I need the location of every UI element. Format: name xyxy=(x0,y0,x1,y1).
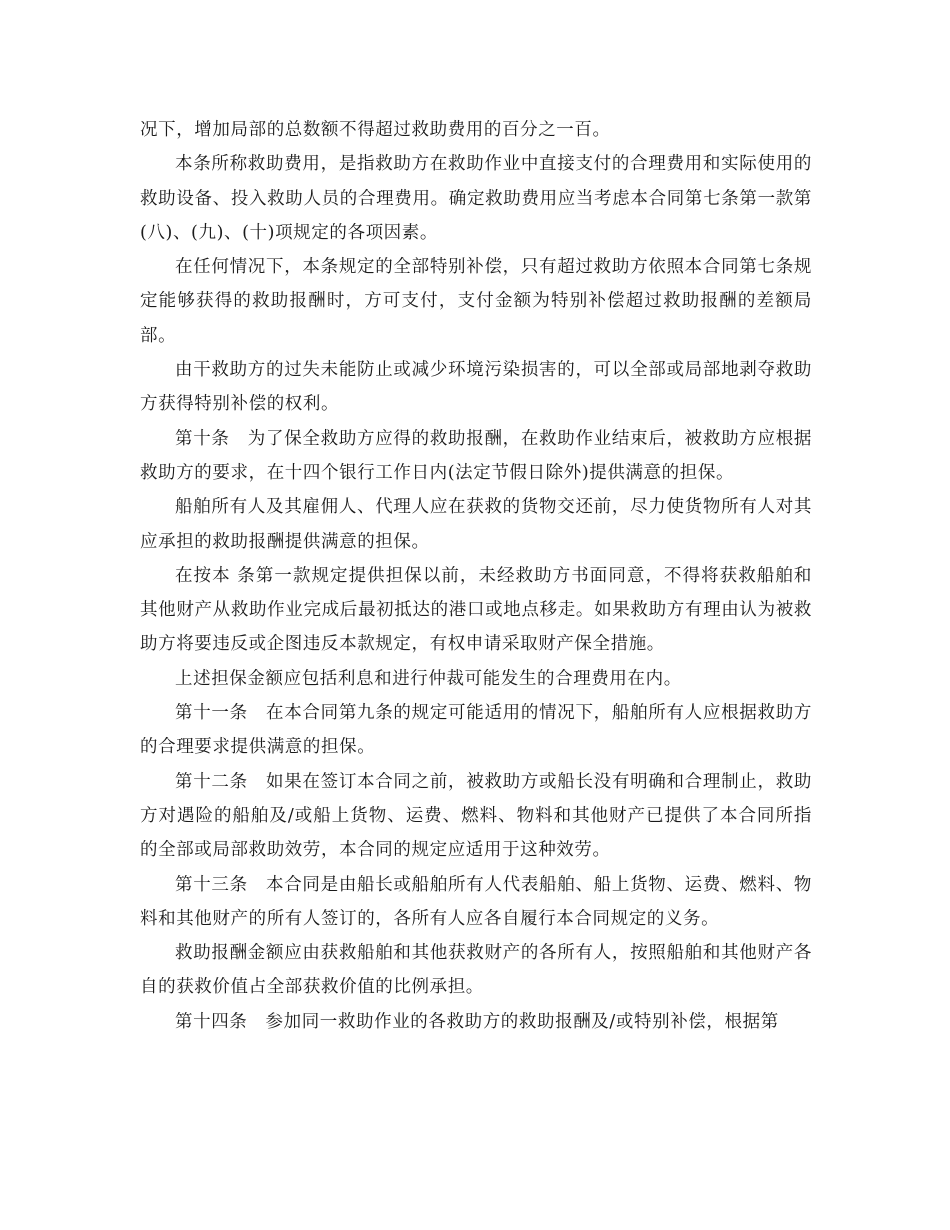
paragraph-7: 在按本 条第一款规定提供担保以前，未经救助方书面同意，不得将获救船舶和其他财产从救助作业完成后最初抵达的港口或地点移走。如果救助方有理由认为被救助方将要违反或企图违反本款规定，有权申请采取财产保全措施。 xyxy=(140,565,812,655)
paragraph-2: 本条所称救助费用，是指救助方在救助作业中直接支付的合理费用和实际使用的救助设备、投入救助人员的合理费用。确定救助费用应当考虑本合同第七条第一款第(八)、(九)、(十)项规定的各项因素。 xyxy=(140,154,812,243)
article-13-paragraph: 第十三条 本合同是由船长或船舶所有人代表船舶、船上货物、运费、燃料、物料和其他财产的所有人签订的，各所有人应各自履行本合同规定的义务。 xyxy=(140,874,812,929)
paragraph-1: 况下，增加局部的总数额不得超过救助费用的百分之一百。 xyxy=(140,120,611,140)
paragraph-12: 救助报酬金额应由获救船舶和其他获救财产的各所有人，按照船舶和其他财产各自的获救价值占全部获救价值的比例承担。 xyxy=(140,943,812,998)
paragraph-4: 由干救助方的过失未能防止或减少环境污染损害的，可以全部或局部地剥夺救助方获得特别补偿的权利。 xyxy=(140,360,812,415)
paragraph-8: 上述担保金额应包括利息和进行仲裁可能发生的合理费用在内。 xyxy=(175,668,682,689)
document-page xyxy=(140,113,812,1039)
article-12-paragraph: 第十二条 如果在签订本合同之前，被救助方或船长没有明确和合理制止，救助方对遇险的船舶及/或船上货物、运费、燃料、物料和其他财产已提供了本合同所指的全部或局部救助效劳，本合同的规定应适用于这种效劳。 xyxy=(140,771,812,861)
paragraph-6: 船舶所有人及其雇佣人、代理人应在获救的货物交还前，尽力使货物所有人对其应承担的救助报酬提供满意的担保。 xyxy=(140,497,812,552)
article-11-paragraph: 第十一条 在本合同第九条的规定可能适用的情况下，船舶所有人应根据救助方的合理要求提供满意的担保。 xyxy=(140,703,812,758)
paragraph-3: 在任何情况下，本条规定的全部特别补偿，只有超过救助方依照本合同第七条规定能够获得的救助报酬时，方可支付，支付金额为特别补偿超过救助报酬的差额局部。 xyxy=(140,257,812,346)
article-10-paragraph: 第十条 为了保全救助方应得的救助报酬，在救助作业结束后，被救助方应根据救助方的要求，在十四个银行工作日内(法定节假日除外)提供满意的担保。 xyxy=(140,428,812,483)
article-14-paragraph: 第十四条 参加同一救助作业的各救助方的救助报酬及/或特别补偿，根据第 xyxy=(175,1011,779,1032)
